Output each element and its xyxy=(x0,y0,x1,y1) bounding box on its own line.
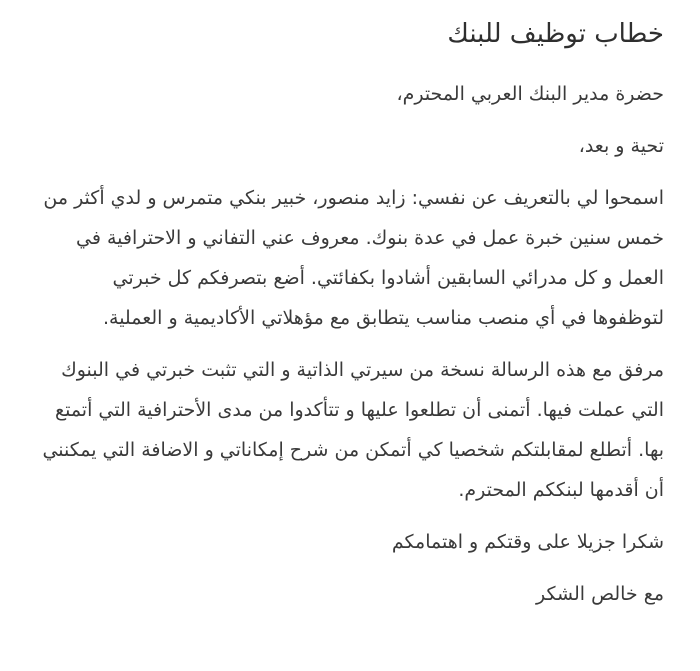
page-title: خطاب توظيف للبنك xyxy=(447,19,664,49)
body-paragraph-introduction: اسمحوا لي بالتعريف عن نفسي: زايد منصور، خبير بنكي متمرس و لدي أكثر من خمس سنين خبرة عمل في عدة بنوك. معروف عني التفاني و الاحترافية في العمل و كل مدرائي السابقين أشادوا بكفائتي. أضع بتصرفكم كل خبرتي لتوظفوها في أي منصب مناسب يتطابق مع مؤهلاتي الأكاديمية و العملية. xyxy=(43,187,664,329)
body-paragraph-attachment: مرفق مع هذه الرسالة نسخة من سيرتي الذاتية و التي تثبت خبرتي في البنوك التي عملت فيها. أتمنى أن تطلعوا عليها و تتأكدوا من مدى الأحترافية التي أتمتع بها. أتطلع لمقابلتكم شخصيا كي أتمكن من شرح إمكاناتي و الاضافة التي يمكنني أن أقدمها لبنككم المحترم. xyxy=(42,359,664,501)
greeting-line: تحية و بعد، xyxy=(578,135,664,157)
thanks-line: شكرا جزيلا على وقتكم و اهتمامكم xyxy=(391,531,664,553)
closing-line: مع خالص الشكر xyxy=(536,583,664,605)
salutation-line: حضرة مدير البنك العربي المحترم، xyxy=(396,83,664,105)
